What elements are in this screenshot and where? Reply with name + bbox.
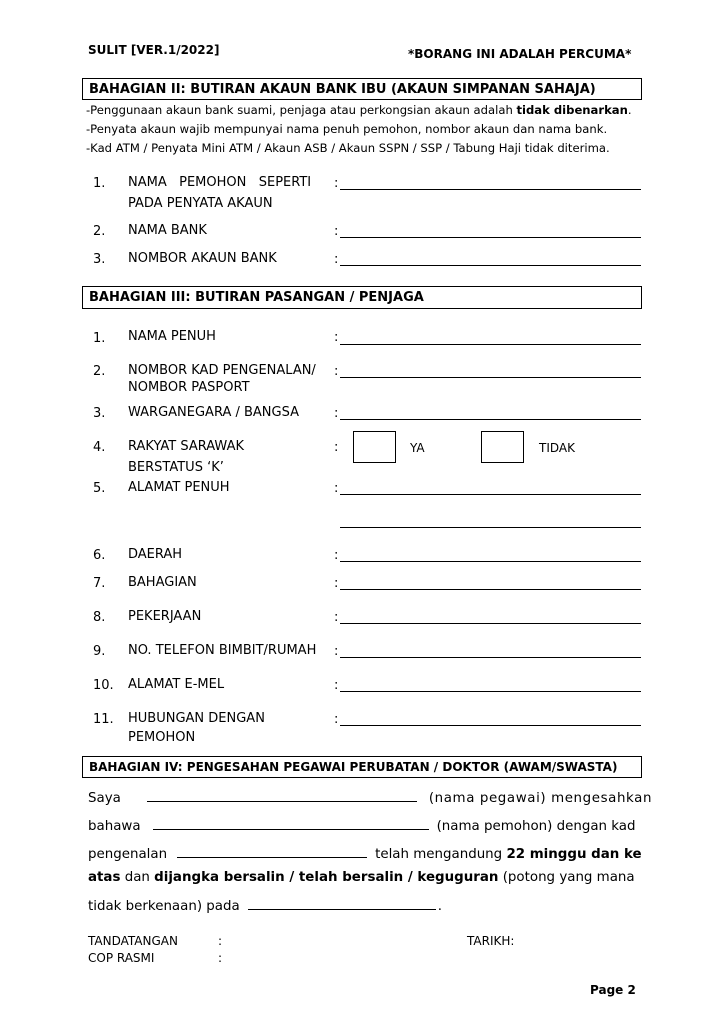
certification-line-3: pengenalan telah mengandung 22 minggu dan ke — [88, 847, 642, 862]
s3-item-8-colon: : — [334, 610, 339, 625]
s3-item-9-number: 9. — [93, 644, 106, 659]
account-holder-name-field[interactable] — [340, 175, 641, 190]
s2-item-2-colon: : — [334, 224, 339, 239]
full-address-field-line-2[interactable] — [340, 513, 641, 528]
s3-item-4-colon: : — [334, 440, 339, 455]
s3-item-3-label: WARGANEGARA / BANGSA — [128, 405, 299, 420]
s3-item-3-colon: : — [334, 406, 339, 421]
s2-item-2-number: 2. — [93, 224, 106, 239]
signature-colon: : — [218, 934, 223, 948]
certification-line-5: tidak berkenaan) pada . — [88, 899, 442, 914]
section-4-title: BAHAGIAN IV: PENGESAHAN PEGAWAI PERUBATAN / DOKTOR (AWAM/SWASTA) — [82, 756, 642, 778]
spouse-full-name-field[interactable] — [340, 330, 641, 345]
bank-account-number-field[interactable] — [340, 251, 641, 266]
sarawak-yes-checkbox[interactable] — [353, 431, 396, 463]
email-field[interactable] — [340, 677, 641, 692]
certification-line-1: Saya (nama pegawai) mengesahkan — [88, 791, 653, 806]
full-address-field-line-1[interactable] — [340, 480, 641, 495]
division-field[interactable] — [340, 575, 641, 590]
s3-item-11-colon: : — [334, 712, 339, 727]
official-stamp-colon: : — [218, 951, 223, 965]
s3-item-10-colon: : — [334, 678, 339, 693]
signature-date-label: TARIKH: — [467, 934, 515, 948]
officer-name-field[interactable] — [147, 789, 417, 802]
section-2-title: BAHAGIAN II: BUTIRAN AKAUN BANK IBU (AKAUN SIMPANAN SAHAJA) — [82, 78, 642, 100]
s3-item-2-label: NOMBOR KAD PENGENALAN/ NOMBOR PASPORT — [128, 363, 316, 395]
s3-item-1-number: 1. — [93, 331, 106, 346]
s3-item-7-colon: : — [334, 576, 339, 591]
s3-item-8-number: 8. — [93, 610, 106, 625]
free-form-notice: *BORANG INI ADALAH PERCUMA* — [408, 47, 632, 61]
bank-name-field[interactable] — [340, 223, 641, 238]
sarawak-yes-label: YA — [410, 441, 425, 455]
s3-item-1-colon: : — [334, 330, 339, 345]
s3-item-10-number: 10. — [93, 678, 114, 693]
s3-item-6-label: DAERAH — [128, 547, 183, 562]
s2-item-1-colon: : — [334, 176, 339, 191]
spouse-ic-passport-field[interactable] — [340, 363, 641, 378]
applicant-name-field[interactable] — [153, 817, 429, 830]
section-2-note-2: -Penyata akaun wajib mempunyai nama penuh pemohon, nombor akaun dan nama bank. — [86, 122, 608, 136]
s3-item-2-colon: : — [334, 364, 339, 379]
s3-item-5-colon: : — [334, 481, 339, 496]
s3-item-6-colon: : — [334, 548, 339, 563]
s3-item-9-label: NO. TELEFON BIMBIT/RUMAH — [128, 643, 317, 658]
s3-item-6-number: 6. — [93, 548, 106, 563]
page-number: Page 2 — [590, 983, 636, 997]
doc-classification: SULIT [VER.1/2022] — [88, 43, 220, 57]
section-3-title: BAHAGIAN III: BUTIRAN PASANGAN / PENJAGA — [82, 286, 642, 309]
s2-item-1-label: NAMA PEMOHON SEPERTI PADA PENYATA AKAUN — [128, 175, 312, 211]
s2-item-3-number: 3. — [93, 252, 106, 267]
s2-item-1-number: 1. — [93, 176, 106, 191]
s3-item-5-number: 5. — [93, 481, 106, 496]
district-field[interactable] — [340, 547, 641, 562]
nationality-race-field[interactable] — [340, 405, 641, 420]
certification-line-4: atas dan dijangka bersalin / telah bersalin / keguguran (potong yang mana — [88, 870, 635, 885]
official-stamp-label: COP RASMI — [88, 951, 155, 965]
sarawak-no-label: TIDAK — [539, 441, 575, 455]
section-2-note-3: -Kad ATM / Penyata Mini ATM / Akaun ASB / Akaun SSPN / SSP / Tabung Haji tidak diterima. — [86, 141, 610, 155]
sarawak-no-checkbox[interactable] — [481, 431, 524, 463]
relationship-field[interactable] — [340, 711, 641, 726]
s3-item-8-label: PEKERJAAN — [128, 609, 202, 624]
s3-item-4-label: RAKYAT SARAWAK BERSTATUS ‘K’ — [128, 439, 244, 475]
s3-item-9-colon: : — [334, 644, 339, 659]
phone-number-field[interactable] — [340, 643, 641, 658]
s2-item-3-label: NOMBOR AKAUN BANK — [128, 251, 277, 266]
s3-item-4-number: 4. — [93, 440, 106, 455]
s3-item-5-label: ALAMAT PENUH — [128, 480, 230, 495]
s3-item-2-number: 2. — [93, 364, 106, 379]
s3-item-10-label: ALAMAT E-MEL — [128, 677, 225, 692]
s3-item-11-number: 11. — [93, 712, 114, 727]
s3-item-1-label: NAMA PENUH — [128, 329, 216, 344]
date-field[interactable] — [248, 897, 436, 910]
signature-label: TANDATANGAN — [88, 934, 178, 948]
s2-item-2-label: NAMA BANK — [128, 223, 207, 238]
s3-item-7-number: 7. — [93, 576, 106, 591]
s2-item-3-colon: : — [334, 252, 339, 267]
ic-number-field[interactable] — [177, 845, 367, 858]
occupation-field[interactable] — [340, 609, 641, 624]
s3-item-3-number: 3. — [93, 406, 106, 421]
s3-item-11-label: HUBUNGAN DENGAN PEMOHON — [128, 711, 265, 745]
section-2-note-1: -Penggunaan akaun bank suami, penjaga atau perkongsian akaun adalah tidak dibenarkan. — [86, 103, 632, 117]
s3-item-7-label: BAHAGIAN — [128, 575, 197, 590]
certification-line-2: bahawa (nama pemohon) dengan kad — [88, 819, 636, 834]
